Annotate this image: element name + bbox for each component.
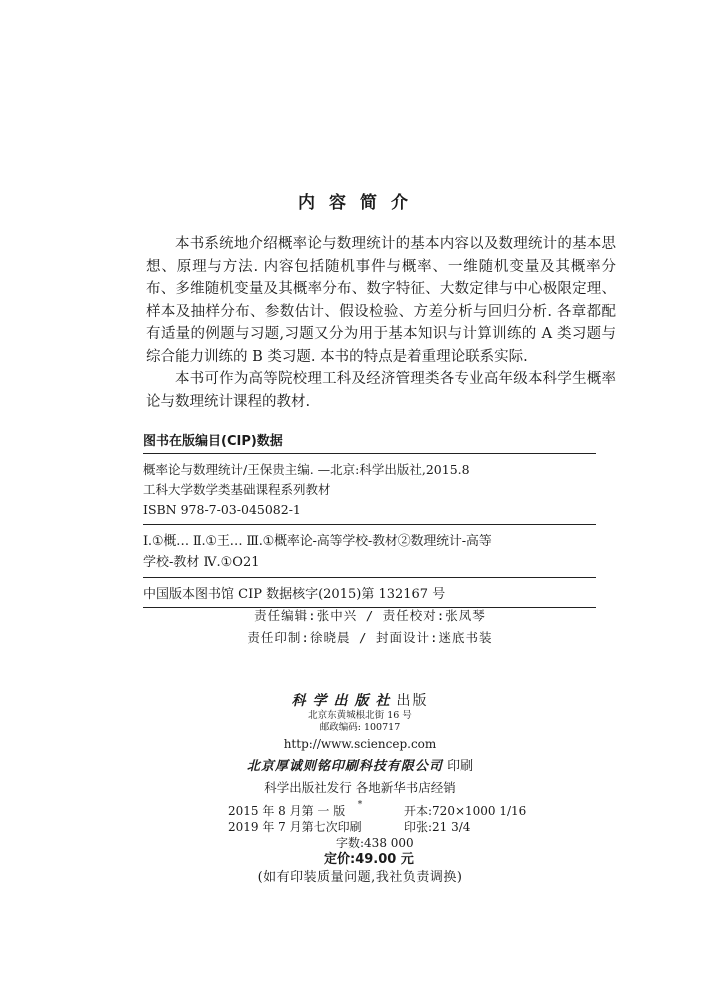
first-edition: 2015 年 8 月第 一 版 [228, 804, 346, 818]
cip-series: 工科大学数学类基础课程系列教材 [143, 482, 331, 497]
summary-body [146, 233, 616, 413]
publisher-name [0, 690, 720, 710]
cip-class-line: Ⅰ.①概… Ⅱ.①王… Ⅲ.①概率论-高等学校-教材②数理统计-高等 [143, 534, 492, 549]
editors-credits [0, 605, 720, 649]
summary-paragraph: 本书可作为高等院校理工科及经济管理类各专业高年级本科学生概率论与数理统计课程的教材. [146, 371, 616, 410]
separator-star: * [357, 800, 363, 810]
cip-record-number: 中国版本图书馆 CIP 数据核字(2015)第 132167 号 [143, 578, 596, 608]
editor-line: 责任编辑:张中兴 / 责任校对:张凤琴 [254, 608, 486, 623]
print-run: 2019 年 7 月第七次印刷 [228, 820, 362, 834]
edition-info [228, 803, 558, 869]
summary-paragraph: 本书系统地介绍概率论与数理统计的基本内容以及数理统计的基本思想、原理与方法. 内容包括随机事件与概率、一维随机变量及其概率分布、多维随机变量及其概率分布、数字特征、大数定律与中心极限定理、样本及抽样分布、参数估计、假设检验、方差分析与回归分析. 各章都配有适量的例题与习题,习题又分为用于基本知识与计算训练的 A 类习题与综合能力训练的 B 类习题. 本书的特点是着重理论联系实际. [146, 236, 616, 365]
cip-title: 图书在版编目(CIP)数据 [143, 430, 596, 454]
printed-sheets: 印张:21 3/4 [404, 820, 471, 834]
cip-classification [143, 525, 596, 578]
cip-isbn: ISBN 978-7-03-045082-1 [143, 502, 301, 517]
cip-bibliographic [143, 454, 596, 525]
publisher-suffix: 出版 [396, 693, 429, 709]
publisher-address: 北京东黄城根北街 16 号 [308, 710, 412, 721]
book-format: 开本:720×1000 1/16 [404, 804, 527, 818]
summary-title: 内容简介 [298, 193, 422, 213]
publisher-logo-text: 科学出版社 [291, 693, 397, 709]
quality-note: (如有印装质量问题,我社负责调换) [257, 870, 463, 885]
cip-block [143, 430, 596, 608]
cip-class-line: 学校-教材 Ⅳ.①O21 [143, 555, 260, 570]
word-count: 字数:438 000 [336, 836, 414, 850]
printer-name [0, 758, 720, 776]
printer-suffix: 印刷 [447, 759, 474, 774]
publisher-url: http://www.sciencep.com [283, 737, 437, 751]
editor-line: 责任印制:徐晓晨 / 封面设计:迷底书装 [247, 630, 493, 645]
publisher-postcode: 邮政编码: 100717 [319, 722, 401, 733]
edition-row [228, 803, 558, 819]
distribution-line: 科学出版社发行 各地新华书店经销 [264, 780, 456, 795]
publisher-info [0, 690, 720, 810]
edition-row [228, 819, 558, 835]
price: 定价:49.00 元 [324, 852, 414, 867]
cip-line: 概率论与数理统计/王保贵主编. —北京:科学出版社,2015.8 [143, 462, 470, 477]
printer-logo-text: 北京厚诚则铭印刷科技有限公司 [246, 759, 443, 774]
